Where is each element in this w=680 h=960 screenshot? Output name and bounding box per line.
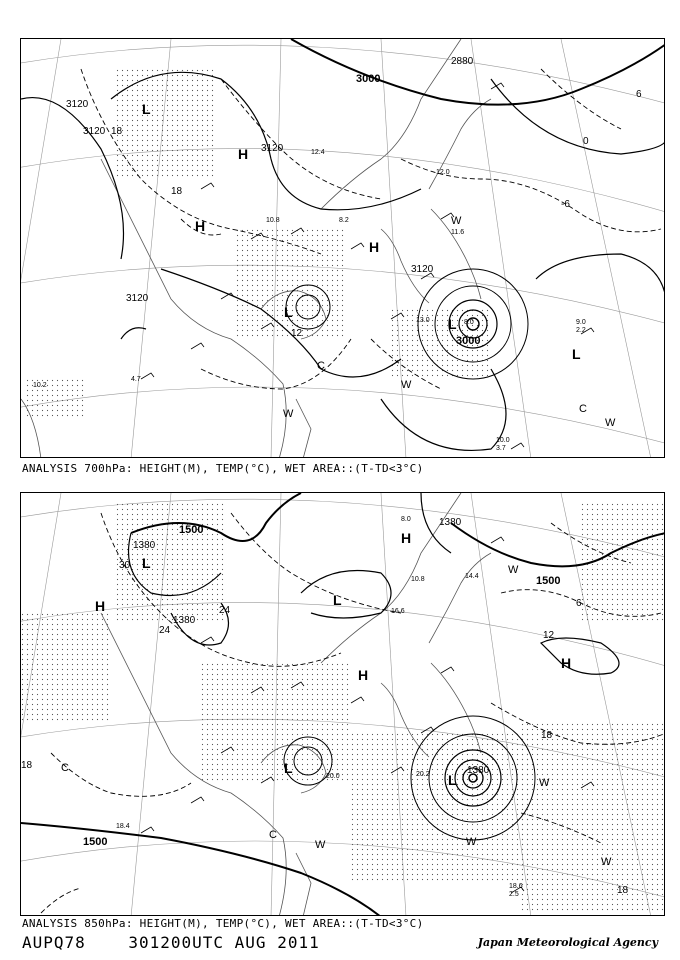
chart-850hpa [21,493,665,916]
temp-label: 18 [171,186,183,197]
temp-label: 12 [543,630,555,641]
obs-value: 2.5 [509,891,519,898]
obs-value: 4.7 [131,376,141,383]
obs-value: 20.2 [416,771,430,778]
height-label: 3000 [456,335,481,347]
map-panel-850hpa [20,492,665,916]
warm-marker: W [283,408,294,420]
obs-value: 18.4 [116,823,130,830]
height-label: 1380 [173,615,196,626]
obs-value: 3.7 [496,445,506,452]
height-label: 3000 [356,73,381,85]
height-label: 1500 [536,575,561,587]
height-label: 3120 [411,264,434,275]
map-panel-700hpa [20,38,665,458]
product-code: AUPQ78 [22,933,86,952]
obs-value: 10.8 [411,576,425,583]
valid-time: 301200UTC AUG 2011 [128,933,320,952]
low-marker: L [448,316,457,332]
low-marker: L [572,346,581,362]
obs-value: 20.0 [326,773,340,780]
temp-label: 12 [291,328,303,339]
obs-value: 16.6 [391,608,405,615]
warm-marker: W [315,839,326,851]
low-marker: L [142,101,151,117]
low-marker: L [284,760,293,776]
height-label: 2880 [451,56,474,67]
chart-700hpa [21,39,665,458]
warm-marker: W [539,777,550,789]
height-label: 1380 [133,540,156,551]
high-marker: H [401,530,412,546]
temp-label: 24 [219,605,231,616]
product-header [22,933,320,952]
temp-label: 18 [617,885,629,896]
obs-value: 12.0 [436,169,450,176]
height-label: 1380 [467,765,490,776]
obs-value: 9.0 [576,319,586,326]
temp-label: 24 [159,625,171,636]
high-marker: H [95,598,106,614]
cold-marker: C [317,360,325,372]
temp-label: 0 [583,136,589,147]
height-label: 1500 [179,524,204,536]
warm-marker: W [508,564,519,576]
temp-label: 6 [576,598,582,609]
obs-value: 10.0 [496,437,510,444]
obs-value: 10.2 [33,382,47,389]
obs-value: 11.6 [451,229,465,236]
height-label: 3120 [261,143,284,154]
low-marker: L [142,555,151,571]
temp-label: 18 [21,760,33,771]
obs-value: 2.2 [576,327,586,334]
height-label: 3120 [126,293,149,304]
agency-name: Japan Meteorological Agency [477,936,658,949]
obs-value: 8.2 [339,217,349,224]
cold-marker: C [61,762,69,774]
height-label: 3120 [83,126,106,137]
warm-marker: W [601,856,612,868]
wet-area-850 [21,503,665,913]
warm-marker: W [466,836,477,848]
height-label: 1380 [439,517,462,528]
obs-value: 14.4 [465,573,479,580]
caption-850hpa: ANALYSIS 850hPa: HEIGHT(M), TEMP(°C), WET AREA::(T-TD<3°C) [22,917,424,930]
obs-value: 18.6 [509,883,523,890]
cold-marker: C [579,403,587,415]
obs-value: 8.0 [401,516,411,523]
temp-label: 18 [111,126,123,137]
high-marker: H [238,146,249,162]
obs-value: 8.0 [464,319,474,326]
cold-marker: C [269,829,277,841]
high-marker: H [369,239,380,255]
temp-label: 30 [119,560,131,571]
obs-value: 12.4 [311,149,325,156]
obs-value: 10.8 [266,217,280,224]
low-marker: L [448,772,457,788]
temp-label: 18 [541,730,553,741]
height-label: 1500 [83,836,108,848]
caption-700hpa: ANALYSIS 700hPa: HEIGHT(M), TEMP(°C), WET AREA::(T-TD<3°C) [22,462,424,475]
low-marker: L [284,304,293,320]
height-label: 3120 [66,99,89,110]
temp-label: 6 [636,89,642,100]
high-marker: H [358,667,369,683]
obs-value: 13.0 [416,317,430,324]
high-marker: H [561,655,572,671]
warm-marker: W [451,215,462,227]
low-marker: L [333,592,342,608]
warm-marker: W [401,379,412,391]
temp-label: -6 [561,199,570,210]
warm-marker: W [605,417,616,429]
high-marker: H [195,218,206,234]
